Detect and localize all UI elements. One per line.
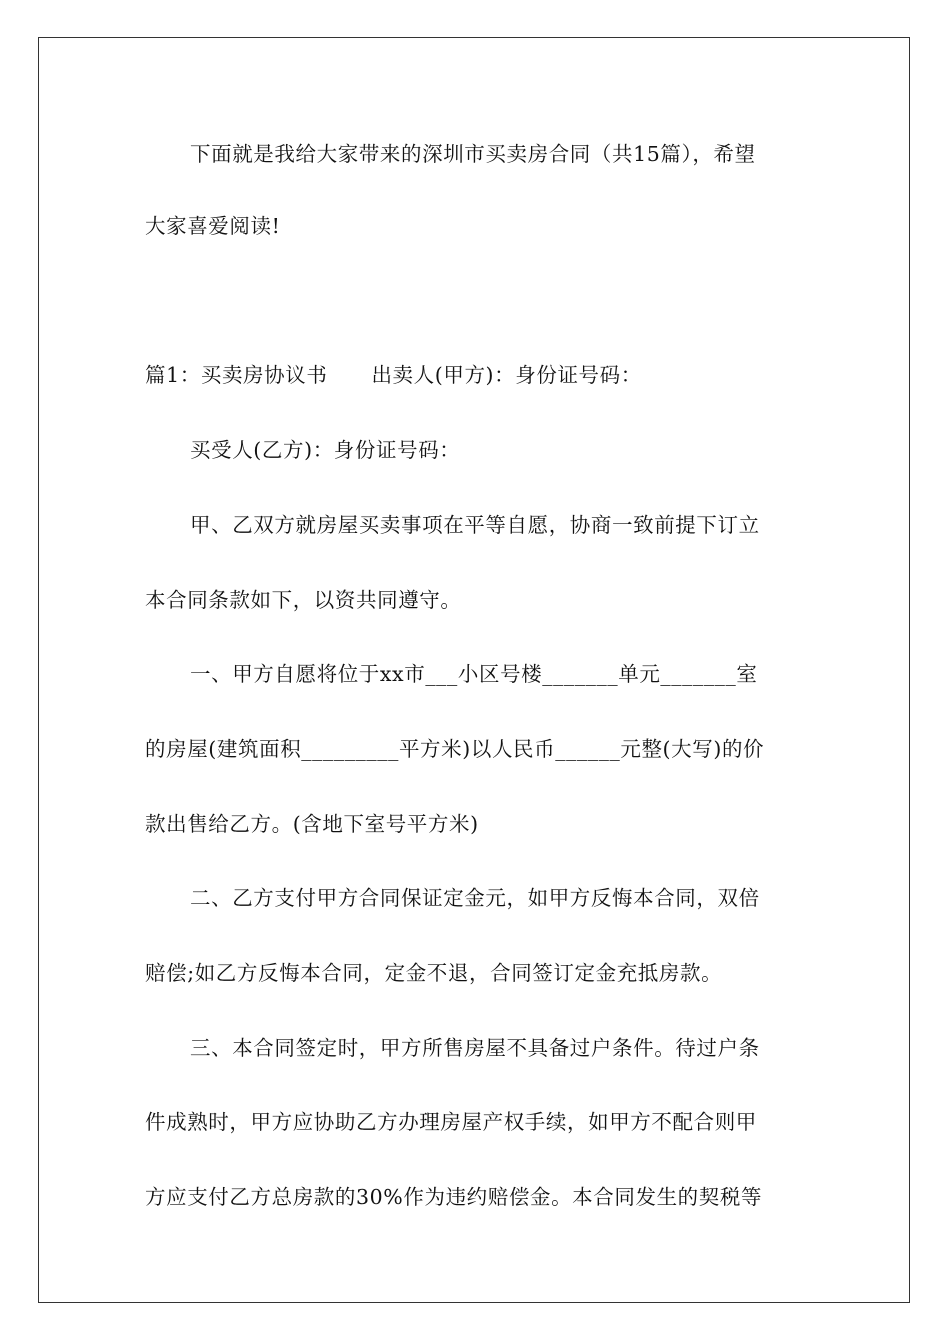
section-heading: 篇1：买卖房协议书: [145, 363, 328, 387]
clause3-line-2: 件成熟时，甲方应协助乙方办理房屋产权手续，如甲方不配合则甲: [145, 1110, 757, 1134]
clause1-line-3: 款出售给乙方。(含地下室号平方米): [145, 812, 479, 836]
clause3-line-3: 方应支付乙方总房款的30%作为违约赔偿金。本合同发生的契税等: [145, 1185, 763, 1209]
seller-line: 出卖人(甲方)：身份证号码：: [371, 363, 642, 387]
para1-line-1: 甲、乙双方就房屋买卖事项在平等自愿，协商一致前提下订立: [190, 513, 760, 537]
section-heading-row: [145, 360, 642, 390]
clause2-line-2: 赔偿;如乙方反悔本合同，定金不退，合同签订定金充抵房款。: [145, 961, 723, 985]
clause1-line-2: 的房屋(建筑面积_________平方米)以人民币______元整(大写)的价: [145, 737, 765, 761]
clause1-line-1: 一、甲方自愿将位于xx市___小区号楼_______单元_______室: [190, 662, 758, 686]
para1-line-2: 本合同条款如下，以资共同遵守。: [145, 588, 462, 612]
buyer-line: 买受人(乙方)：身份证号码：: [190, 438, 461, 462]
clause3-line-1: 三、本合同签定时，甲方所售房屋不具备过户条件。待过户条: [190, 1036, 760, 1060]
intro-line-2: 大家喜爱阅读!: [145, 214, 281, 238]
intro-line-1: 下面就是我给大家带来的深圳市买卖房合同（共15篇），希望: [190, 142, 756, 166]
clause2-line-1: 二、乙方支付甲方合同保证定金元，如甲方反悔本合同，双倍: [190, 886, 760, 910]
